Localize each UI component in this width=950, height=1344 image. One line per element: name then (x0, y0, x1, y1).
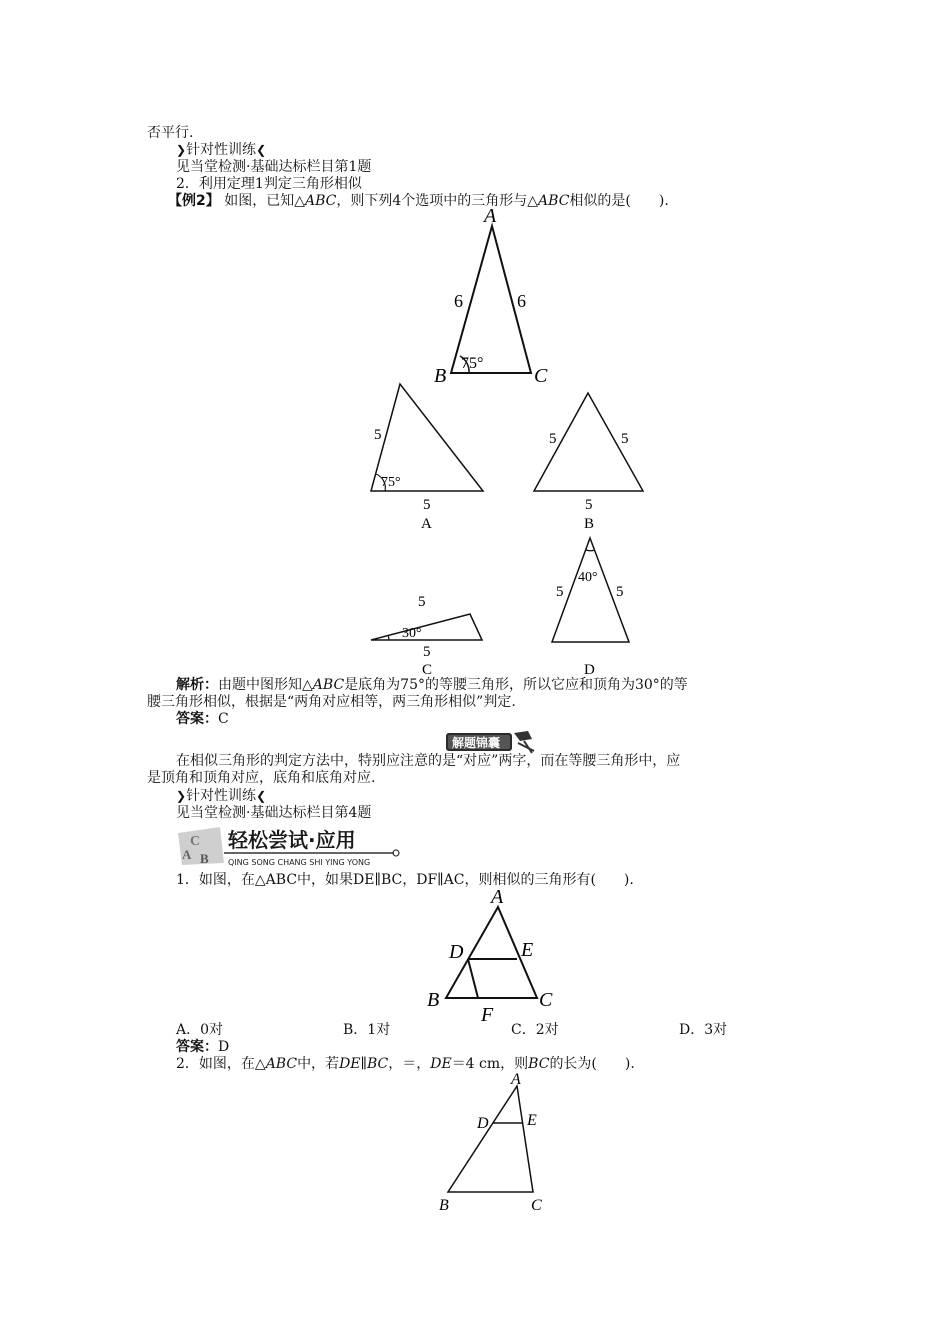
section-heading: 2．利用定理1判定三角形相似 (176, 176, 362, 192)
banner-letter-a: A (182, 847, 192, 862)
option-c-angle-label: 30° (402, 626, 422, 641)
reference-line-2: 见当堂检测·基础达标栏目第4题 (176, 805, 372, 821)
vertex-c-label: C (531, 1197, 542, 1214)
option-c-figure (362, 588, 492, 678)
question-1-figure (420, 885, 570, 1025)
arrow-right-icon: ❯ (176, 789, 187, 803)
training-heading: ❯针对性训练❮ (176, 142, 267, 158)
reference-line: 见当堂检测·基础达标栏目第1题 (176, 159, 372, 175)
question-1: 1．如图，在△ABC中，如果DE∥BC，DF∥AC，则相似的三角形有( ). (176, 872, 634, 888)
vertex-b-label: B (434, 365, 447, 387)
question-2-figure (430, 1068, 560, 1218)
answer-line: 答案：C (176, 711, 229, 727)
tips-badge-label: 解题锦囊 (452, 736, 501, 750)
training-heading-2: ❯针对性训练❮ (176, 788, 267, 804)
option-d: D．3对 (679, 1022, 728, 1038)
arrow-left-icon: ❮ (256, 143, 267, 157)
option-a-base-label: 5 (423, 497, 431, 513)
banner-title: 轻松尝试·应用 (228, 828, 356, 852)
vertex-c-label: C (539, 989, 553, 1011)
tip-line-1: 在相似三角形的判定方法中，特别应注意的是“对应”两字，而在等腰三角形中，应 (176, 753, 681, 769)
banner-letter-b: B (200, 851, 209, 866)
vertex-f-label: F (481, 1004, 494, 1026)
option-c-side-label: 5 (418, 594, 426, 610)
triangle-abc-figure (420, 200, 570, 390)
question-2: 2．如图，在△ABC中，若DE∥BC，＝，DE＝4 cm，则BC的长为( ). (176, 1056, 635, 1072)
option-a-side-label: 5 (374, 427, 382, 443)
option-a-caption: A (421, 516, 432, 532)
banner-pinyin: QING SONG CHANG SHI YING YONG (228, 858, 371, 867)
side-ac-label: 6 (517, 291, 526, 311)
vertex-a-label: A (491, 886, 504, 908)
vertex-c-label: C (534, 365, 548, 387)
option-b-left-label: 5 (549, 431, 557, 447)
option-b-right-label: 5 (621, 431, 629, 447)
section-banner (176, 823, 402, 869)
tip-line-2: 是顶角和顶角对应，底角和底角对应. (147, 770, 376, 786)
option-b: B．1对 (343, 1022, 391, 1038)
angle-b-label: 75° (461, 355, 484, 372)
vertex-d-label: D (449, 941, 464, 963)
option-d-figure (545, 530, 640, 678)
analysis-line-2: 腰三角形相似，根据是“两角对应相等，两三角形相似”判定. (147, 694, 516, 710)
option-a-figure (362, 378, 492, 533)
option-a-angle-label: 75° (381, 475, 401, 490)
answer-line-2: 答案：D (176, 1039, 230, 1055)
tips-badge (444, 729, 534, 753)
option-b-figure (525, 385, 655, 533)
option-b-caption: B (584, 516, 595, 532)
option-c-base-label: 5 (423, 644, 431, 660)
option-d-left-label: 5 (556, 584, 564, 600)
vertex-b-label: B (439, 1197, 449, 1214)
vertex-d-label: D (477, 1115, 489, 1132)
example-2-question: 【例2】 如图，已知△ABC，则下列4个选项中的三角形与△ABC相似的是( ). (168, 193, 669, 209)
arrow-left-icon: ❮ (256, 789, 267, 803)
option-a: A．0对 (176, 1022, 224, 1038)
vertex-a-label: A (484, 205, 497, 227)
vertex-e-label: E (527, 1112, 537, 1129)
option-d-caption: D (584, 662, 595, 678)
vertex-a-label: A (511, 1071, 521, 1088)
option-d-right-label: 5 (616, 584, 624, 600)
option-c: C．2对 (511, 1022, 559, 1038)
option-b-base-label: 5 (585, 497, 593, 513)
vertex-e-label: E (521, 939, 534, 961)
text-line: 否平行. (147, 125, 194, 141)
option-d-angle-label: 40° (578, 570, 598, 585)
arrow-right-icon: ❯ (176, 143, 187, 157)
vertex-b-label: B (427, 989, 440, 1011)
banner-letter-c: C (190, 834, 201, 849)
side-ab-label: 6 (454, 291, 463, 311)
option-c-caption: C (422, 662, 433, 678)
analysis-line-1: 解析：由题中图形知△ABC是底角为75°的等腰三角形，所以它应和顶角为30°的等 (176, 677, 688, 693)
